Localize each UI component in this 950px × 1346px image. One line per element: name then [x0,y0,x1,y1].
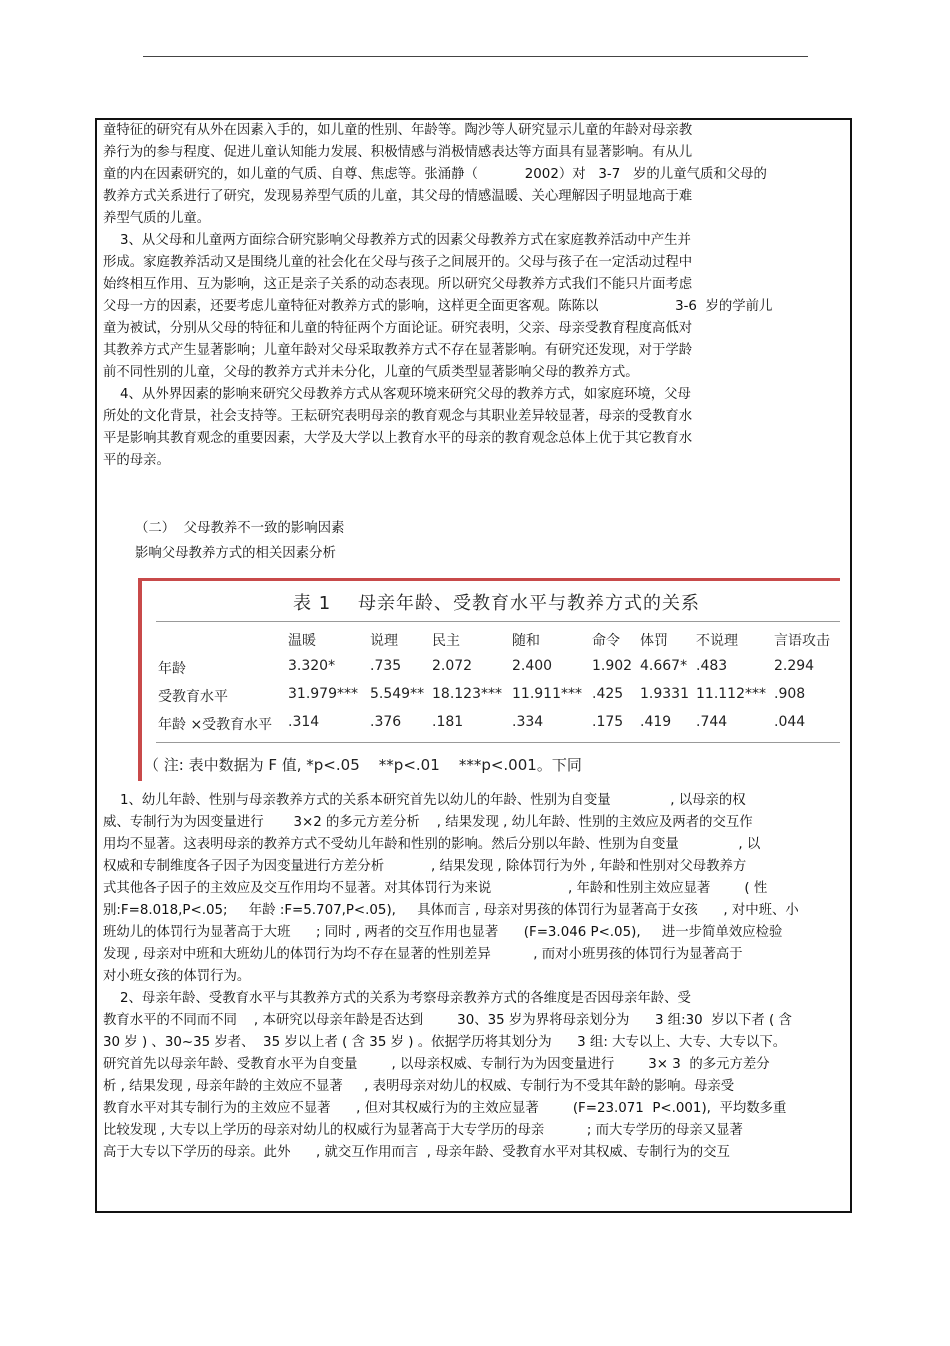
text-line: 童特征的研究有从外在因素入手的，如儿童的性别、年龄等。陶沙等人研究显示儿童的年龄对母亲教 [103,123,693,138]
text-line: 教育水平对其专制行为的主效应不显著 , 但对其权威行为的主效应显著 (F=23.071 P<.001), 平均数多重 [103,1101,787,1116]
text-line: 3、从父母和儿童两方面综合研究影响父母教养方式的因素父母教养方式在家庭教养活动中产生并 [103,233,691,248]
table-cell: .314 [288,714,320,730]
col-header: 说理 [370,633,398,649]
text-line: 养型气质的儿童。 [103,211,211,226]
table-cell: .735 [370,658,402,674]
text-line: 父母一方的因素，还要考虑儿童特征对教养方式的影响，这样更全面更客观。陈陈以 3-6 岁的学前儿 [103,299,773,314]
table-cell: 1.9331 [640,686,689,702]
text-line: 研究首先以母亲年龄、受教育水平为自变量 , 以母亲权威、专制行为为因变量进行 3× 3 的多元方差分 [103,1057,770,1072]
table-rule-top [156,621,840,622]
text-line: 班幼儿的体罚行为显著高于大班 ; 同时 , 两者的交互作用也显著 (F=3.046 P<.05), 进一步简单效应检验 [103,925,783,940]
table-cell: .419 [640,714,672,730]
text-line: 教育水平的不同而不同 , 本研究以母亲年龄是否达到 30、35 岁为界将母亲划分为 3 组:30 岁以下者 ( 含 [103,1013,792,1028]
text-line: 养行为的参与程度、促进儿童认知能力发展、积极情感与消极情感表达等方面具有显著影响。有从儿 [103,145,693,160]
section-heading: （二） 父母教养不一致的影响因素 [135,521,345,536]
data-table [138,578,840,781]
text-line: 始终相互作用、互为影响，这正是亲子关系的动态表现。所以研究父母教养方式我们不能只片面考虑 [103,277,693,292]
text-line: 平的母亲。 [103,453,170,468]
col-header: 言语攻击 [774,633,830,649]
text-line: 童为被试，分别从父母的特征和儿童的特征两个方面论证。研究表明，父亲、母亲受教育程度高低对 [103,321,693,336]
text-line: 所处的文化背景，社会支持等。王耘研究表明母亲的教育观念与其职业差异较显著，母亲的受教育水 [103,409,693,424]
col-header: 随和 [512,633,540,649]
table-cell: .483 [696,658,728,674]
table-cell: 2.400 [512,658,553,674]
text-line: 教养方式关系进行了研究，发现易养型气质的儿童，其父母的情感温暖、关心理解因子明显地高于难 [103,189,693,204]
table-cell: 5.549** [370,686,425,702]
col-header: 温暖 [288,633,316,649]
table-cell: 4.667* [640,658,688,674]
text-line: 平是影响其教育观念的重要因素，大学及大学以上教育水平的母亲的教育观念总体上优于其它教育水 [103,431,693,446]
row-label: 受教育水平 [158,689,228,705]
table-cell: 18.123*** [432,686,502,702]
col-header: 体罚 [640,633,668,649]
text-line: 比较发现 , 大专以上学历的母亲对幼儿的权威行为显著高于大专学历的母亲 ; 而大专学历的母亲又显著 [103,1123,743,1138]
text-line: 析 , 结果发现 , 母亲年龄的主效应不显著 , 表明母亲对幼儿的权威、专制行为不受其年龄的影响。母亲受 [103,1079,735,1094]
row-label: 年龄 ×受教育水平 [158,717,273,733]
text-line: 用均不显著。这表明母亲的教养方式不受幼儿年龄和性别的影响。然后分别以年龄、性别为自变量 , 以 [103,837,761,852]
section-subheading: 影响父母教养方式的相关因素分析 [135,546,336,561]
text-line: 4、从外界因素的影响来研究父母教养方式从客观环境来研究父母的教养方式，如家庭环境，父母 [103,387,691,402]
text-line: 权威和专制维度各子因子为因变量进行方差分析 , 结果发现 , 除体罚行为外 , 年龄和性别对父母教养方 [103,859,747,874]
text-line: 形成。家庭教养活动又是围绕儿童的社会化在父母与孩子之间展开的。父母与孩子在一定活动过程中 [103,255,693,270]
body-text-top [103,120,848,472]
text-line: 威、专制行为为因变量进行 3×2 的多元方差分析 , 结果发现 , 幼儿年龄、性别的主效应及两者的交互作 [103,815,753,830]
table-cell: 11.112*** [696,686,766,702]
header-rule [143,56,808,57]
text-line: 别:F=8.018,P<.05; 年龄 :F=5.707,P<.05), 具体而言 , 母亲对男孩的体罚行为显著高于女孩 , 对中班、小 [103,903,799,918]
body-text-bottom [103,790,848,1164]
text-line: 高于大专以下学历的母亲。此外 , 就交互作用而言 , 母亲年龄、受教育水平对其权威、专制行为的交互 [103,1145,730,1160]
text-line: 童的内在因素研究的，如儿童的气质、自尊、焦虑等。张涌静（ 2002）对 3-7 岁的儿童气质和父母的 [103,167,767,182]
table-cell: .181 [432,714,464,730]
col-header: 民主 [432,633,460,649]
table-note: （ 注: 表中数据为 F 值, *p<.05 **p<.01 ***p<.001。下同 [144,756,582,774]
table-cell: 2.294 [774,658,815,674]
text-line: 其教养方式产生显著影响；儿童年龄对父母采取教养方式不存在显著影响。有研究还发现，对于学龄 [103,343,693,358]
table-cell: 3.320* [288,658,336,674]
text-line: 30 岁 ) 、30~35 岁者、 35 岁以上者 ( 含 35 岁 ) 。依据学历将其划分为 3 组: 大专以上、大专、大专以下。 [103,1035,787,1050]
text-line: 式其他各子因子的主效应及交互作用均不显著。对其体罚行为来说 , 年龄和性别主效应显著 ( 性 [103,881,768,896]
table-cell: .425 [592,686,624,702]
text-line: 发现 , 母亲对中班和大班幼儿的体罚行为均不存在显著的性别差异 , 而对小班男孩的体罚行为显著高于 [103,947,743,962]
table-cell: 31.979*** [288,686,358,702]
table-left-border [138,578,142,781]
text-line: 2、母亲年龄、受教育水平与其教养方式的关系为考察母亲教养方式的各维度是否因母亲年龄、受 [103,991,691,1006]
col-header: 不说理 [696,633,738,649]
table-cell: .044 [774,714,806,730]
text-line: 前不同性别的儿童，父母的教养方式并未分化，儿童的气质类型显著影响父母的教养方式。 [103,365,639,380]
table-cell: .908 [774,686,806,702]
table-top-border [138,578,840,581]
text-line: 1、幼儿年龄、性别与母亲教养方式的关系本研究首先以幼儿的年龄、性别为自变量 , 以母亲的权 [103,793,746,808]
table-cell: .175 [592,714,624,730]
table-caption: 表 1 母亲年龄、受教育水平与教养方式的关系 [293,593,701,614]
table-rule-bottom [156,742,840,743]
table-cell: 11.911*** [512,686,582,702]
text-line: 对小班女孩的体罚行为。 [103,969,251,984]
table-cell: 2.072 [432,658,473,674]
table-cell: 1.902 [592,658,633,674]
table-cell: .334 [512,714,544,730]
table-cell: .744 [696,714,728,730]
col-header: 命令 [592,633,620,649]
row-label: 年龄 [158,661,186,677]
table-cell: .376 [370,714,402,730]
